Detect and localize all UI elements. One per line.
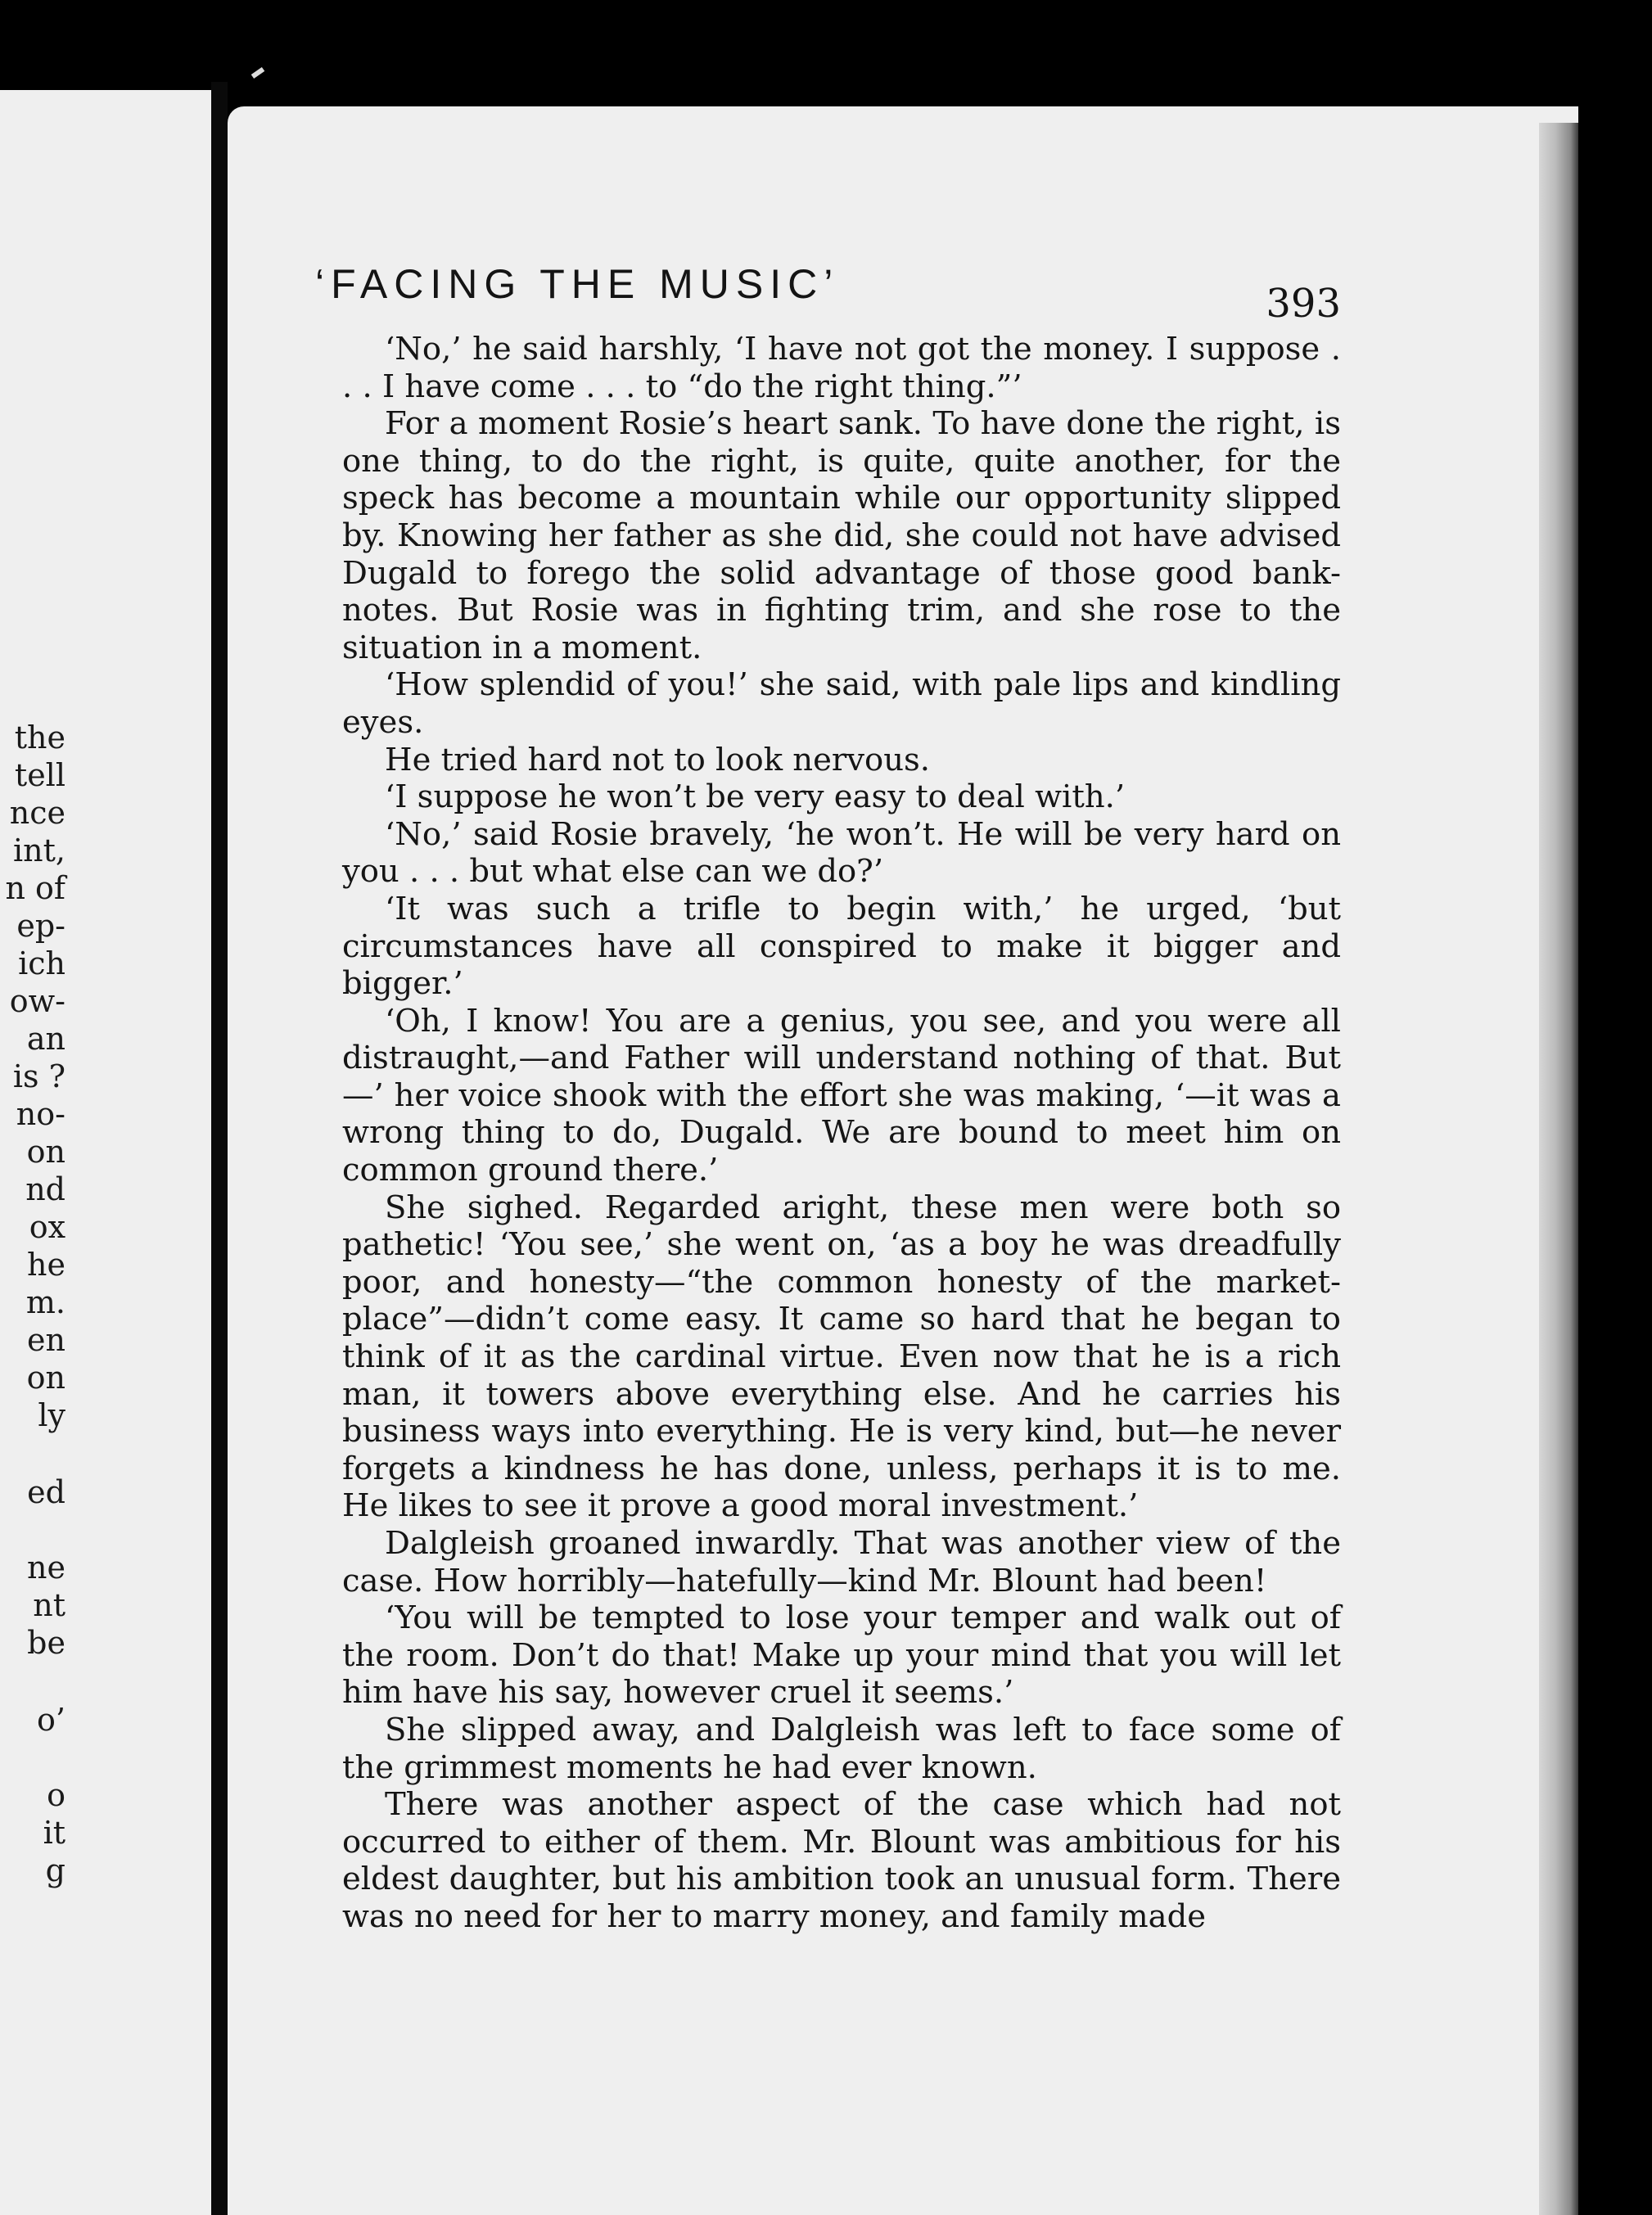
left-fragment: ne: [27, 1550, 65, 1586]
left-fragment: en: [27, 1322, 65, 1358]
left-fragment: ich: [18, 945, 65, 981]
body-text: [342, 331, 1341, 1936]
page-header: [315, 260, 1341, 334]
paragraph: ‘I suppose he won’t be very easy to deal with.’: [385, 778, 1126, 816]
left-fragment: the: [14, 720, 65, 756]
paragraph: ‘It was such a trifle to begin with,’ he urged, ‘but circumstances have all conspired to make it bigger and bigger.’: [342, 890, 1341, 1003]
left-page: [0, 90, 211, 2215]
left-fragment: int,: [13, 832, 65, 868]
paragraph: ‘You will be tempted to lose your temper and walk out of the room. Don’t do that! Make up your mind that you will let him have his say, however cruel it seems.’: [342, 1599, 1341, 1712]
scan-artifact: [251, 67, 265, 79]
left-fragment: nce: [9, 795, 65, 831]
paragraph: ‘Oh, I know! You are a genius, you see, and you were all distraught,—and Father will understand nothing of that. But—’ her voice shook with the effort she was making, ‘—it was a wrong thing to do, Dugald. We are bound to meet him on common ground there.’: [342, 1002, 1341, 1189]
left-fragment: be: [27, 1625, 65, 1661]
left-fragment: no-: [16, 1096, 65, 1132]
left-fragment: o: [47, 1777, 65, 1813]
paragraph: There was another aspect of the case which had not occurred to either of them. Mr. Blount was ambitious for his eldest daughter, but his ambition took an unusual form. There was no need for her to marry money, and family made: [342, 1786, 1341, 1935]
left-fragment: it: [43, 1815, 65, 1851]
paragraph: He tried hard not to look nervous.: [385, 741, 931, 778]
left-fragment: o’: [37, 1702, 65, 1738]
left-fragment: ox: [29, 1209, 65, 1245]
book-spine-gutter: [211, 82, 228, 2215]
left-fragment: m.: [25, 1284, 65, 1320]
left-fragment: tell: [14, 757, 65, 793]
paragraph: ‘How splendid of you!’ she said, with pale lips and kindling eyes.: [342, 666, 1341, 741]
paragraph: She slipped away, and Dalgleish was left to face some of the grimmest moments he had ever known.: [342, 1711, 1341, 1786]
left-fragment: ly: [38, 1397, 65, 1433]
left-fragment: nd: [25, 1171, 65, 1207]
left-fragment: on: [26, 1360, 65, 1396]
left-fragment: an: [26, 1021, 65, 1057]
left-fragment: he: [27, 1247, 65, 1283]
left-fragment: on: [26, 1134, 65, 1170]
left-fragment: ed: [27, 1474, 65, 1510]
left-fragment: nt: [33, 1587, 65, 1623]
page-number: 393: [1266, 281, 1341, 327]
left-fragment: ep-: [16, 908, 65, 944]
paragraph: ‘No,’ said Rosie bravely, ‘he won’t. He will be very hard on you . . . but what else can we do?’: [342, 815, 1341, 891]
left-fragment: ow-: [9, 983, 65, 1019]
paragraph: She sighed. Regarded aright, these men were both so pathetic! ‘You see,’ she went on, ‘as a boy he was dreadfully poor, and honesty—“the common honesty of the market-place”—didn’t come easy. It came so hard that he began to think of it as the cardinal virtue. Even now that he is a rich man, it towers above everything else. And he carries his business ways into everything. He is very kind, but—he never forgets a kindness he has done, unless, perhaps it is to me. He likes to see it prove a good moral investment.’: [342, 1189, 1341, 1525]
left-fragment: is ?: [12, 1058, 65, 1094]
page-edge-shadow: [1539, 123, 1578, 2215]
running-title: ‘FACING THE MUSIC’: [315, 261, 840, 307]
left-fragment: g: [45, 1852, 65, 1888]
left-fragment: n of: [5, 870, 65, 906]
paragraph: ‘No,’ he said harshly, ‘I have not got the money. I suppose . . . I have come . . . to “do the right thing.”’: [342, 331, 1341, 405]
paragraph: For a moment Rosie’s heart sank. To have done the right, is one thing, to do the right, is quite, quite another, for the speck has become a mountain while our opportunity slipped by. Knowing her father as she did, she could not have advised Dugald to forego the solid advantage of those good bank-notes. But Rosie was in fighting trim, and she rose to the situation in a moment.: [342, 405, 1341, 666]
paragraph: Dalgleish groaned inwardly. That was another view of the case. How horribly—hatefully—kind Mr. Blount had been!: [342, 1525, 1341, 1599]
